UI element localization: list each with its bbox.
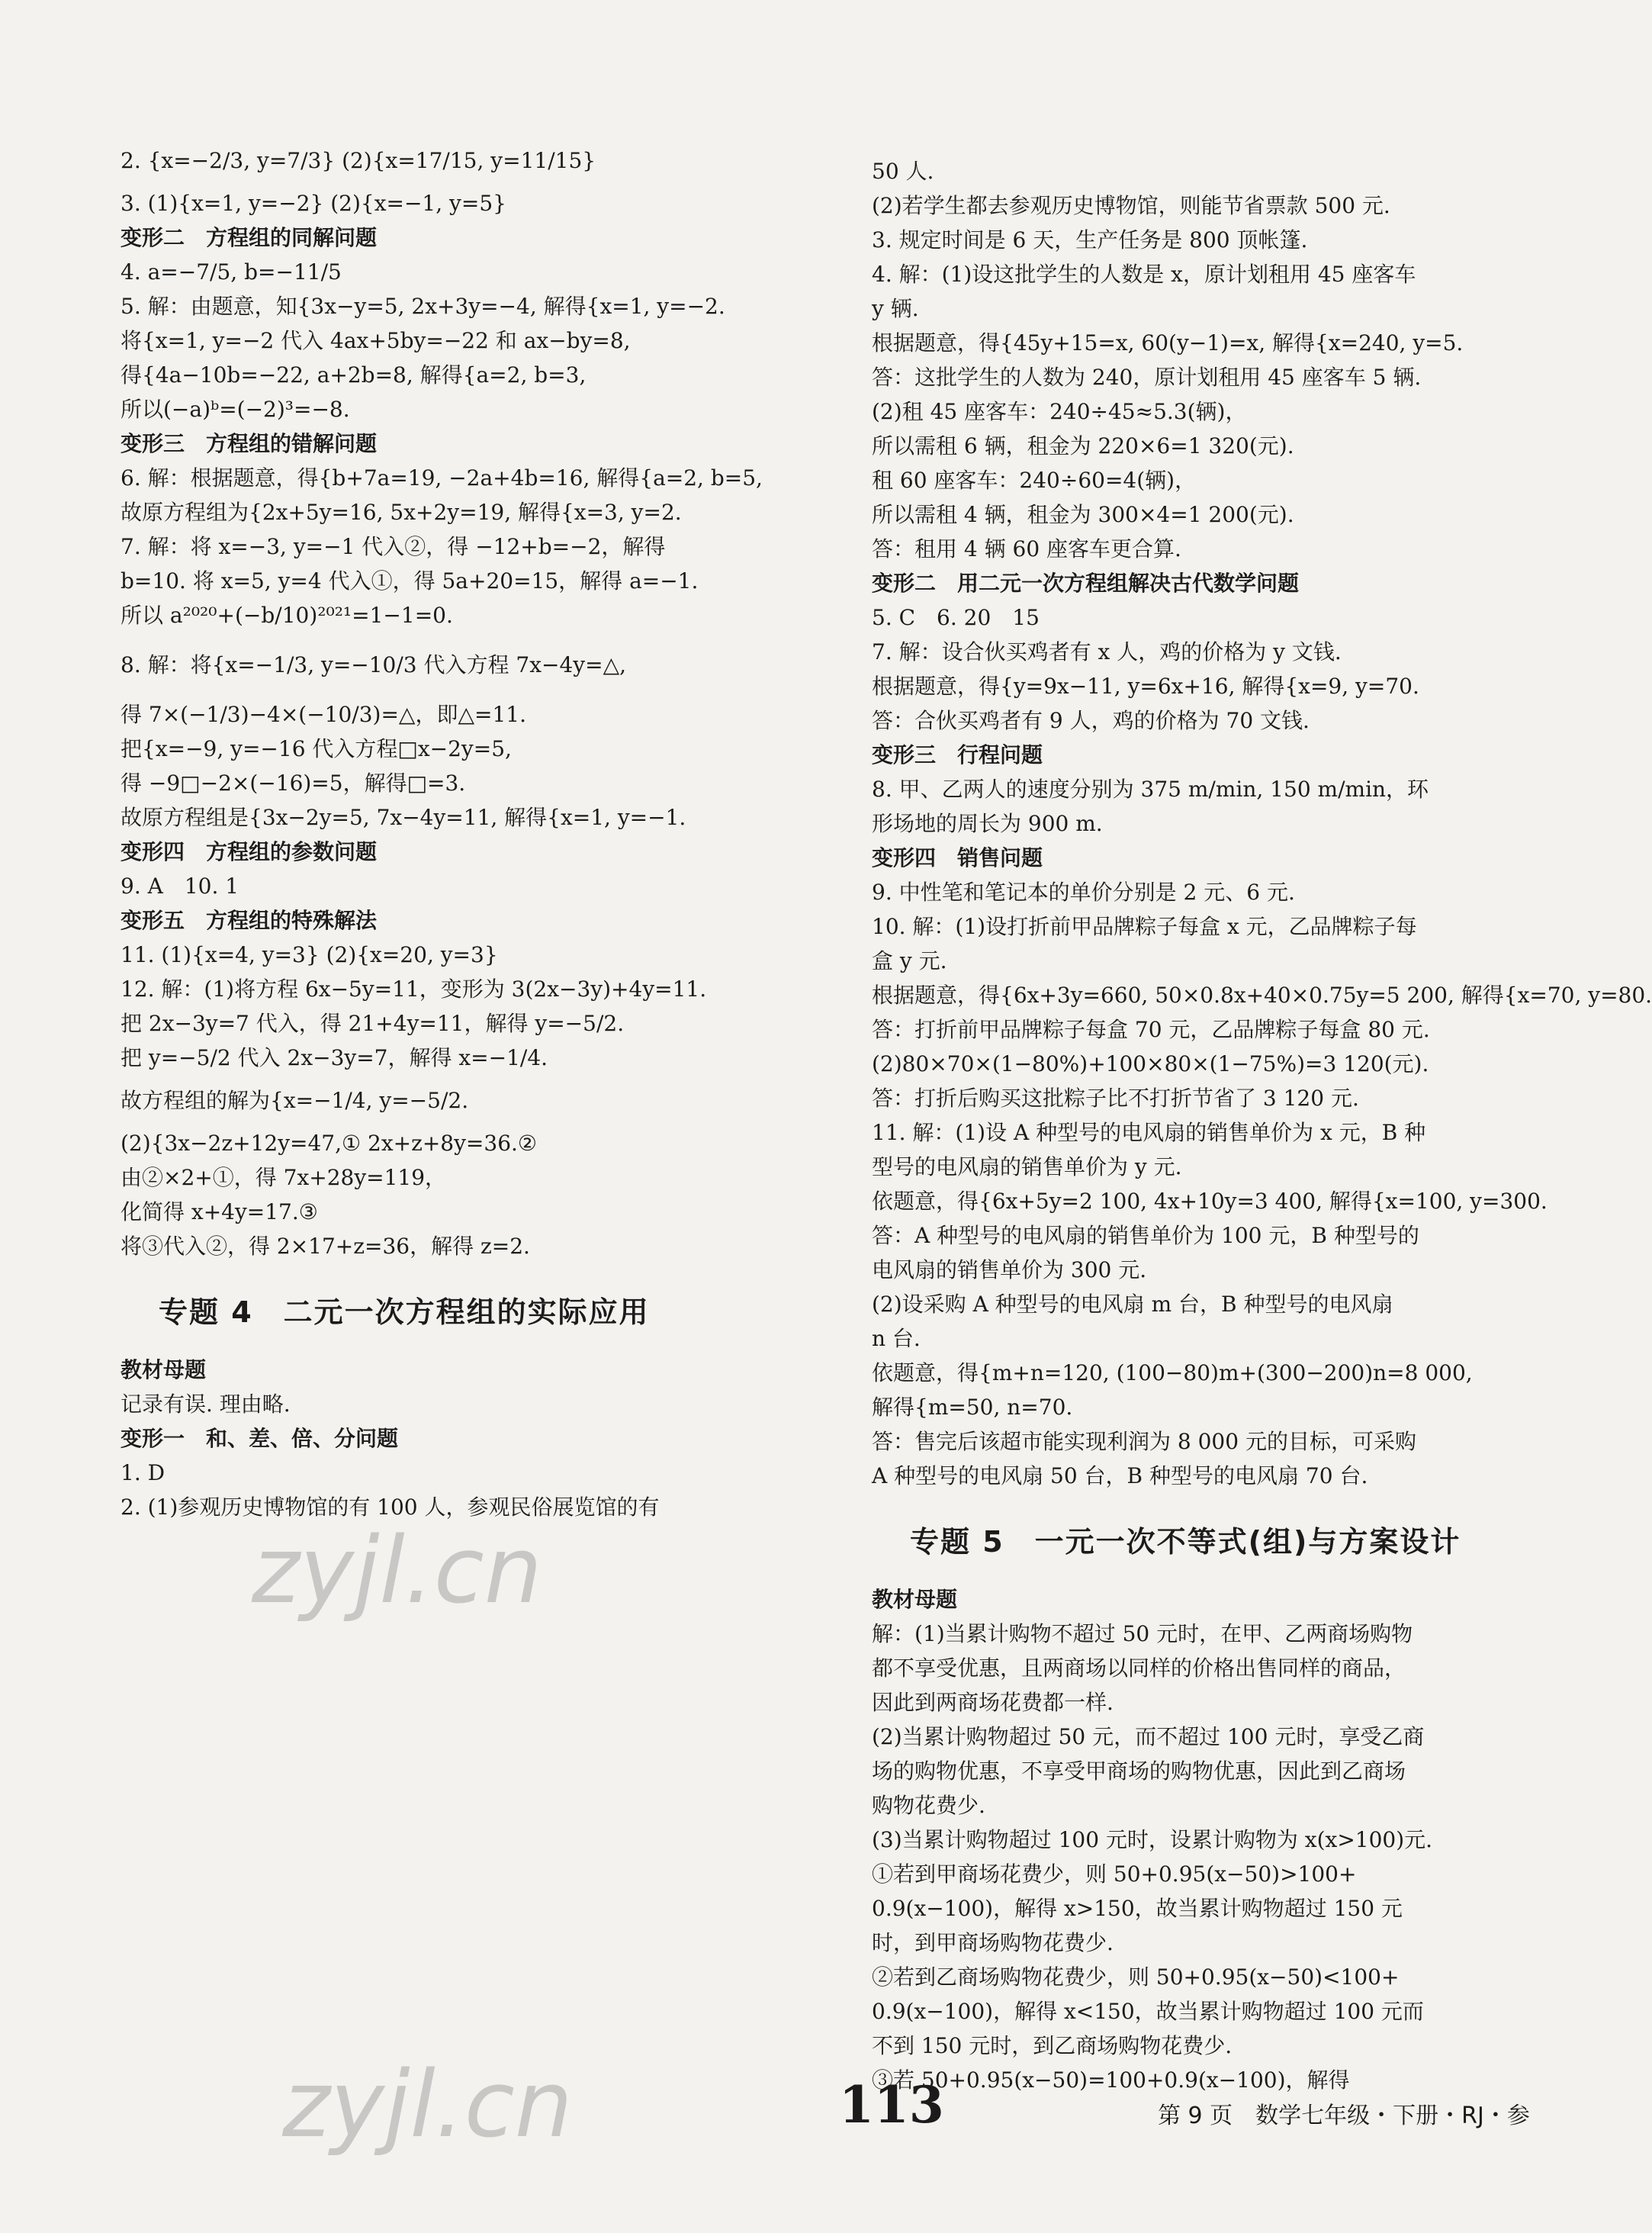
answer-line: (2)80×70×(1−80%)+100×80×(1−75%)=3 120(元).: [872, 1051, 1429, 1076]
answer-line: 故原方程组是{3x−2y=5, 7x−4y=11, 解得{x=1, y=−1.: [121, 805, 686, 830]
answer-line: (2)租 45 座客车：240÷45≈5.3(辆)，: [872, 399, 1247, 424]
answer-line: 0.9(x−100)，解得 x<150，故当累计购物超过 100 元而: [872, 1999, 1424, 2024]
answer-line: 9. 中性笔和笔记本的单价分别是 2 元、6 元.: [872, 880, 1295, 905]
section-heading: 变形五 方程组的特殊解法: [121, 908, 378, 933]
answer-line: n 台.: [872, 1326, 921, 1351]
answer-line: 2. (1)参观历史博物馆的有 100 人，参观民俗展览馆的有: [121, 1495, 660, 1520]
answer-line: 答：A 种型号的电风扇的销售单价为 100 元，B 种型号的: [872, 1223, 1419, 1248]
answer-line: 6. 解：根据题意，得{b+7a=19, −2a+4b=16, 解得{a=2, b=5,: [121, 465, 763, 491]
answer-line: 形场地的周长为 900 m.: [872, 811, 1103, 836]
answer-line: 依题意，得{6x+5y=2 100, 4x+10y=3 400, 解得{x=100, y=300.: [872, 1189, 1548, 1214]
answer-line: 把{x=−9, y=−16 代入方程□x−2y=5,: [121, 736, 512, 761]
answer-line: 4. 解：(1)设这批学生的人数是 x，原计划租用 45 座客车: [872, 262, 1416, 287]
answer-line: 11. 解：(1)设 A 种型号的电风扇的销售单价为 x 元，B 种: [872, 1120, 1426, 1145]
answer-line: 得 7×(−1/3)−4×(−10/3)=△，即△=11.: [121, 702, 526, 727]
answer-line: 1. D: [121, 1460, 166, 1485]
answer-line: (2){3x−2z+12y=47,① 2x+z+8y=36.②: [121, 1131, 538, 1156]
answer-line: 答：这批学生的人数为 240，原计划租用 45 座客车 5 辆.: [872, 365, 1422, 390]
answer-line: 3. 规定时间是 6 天，生产任务是 800 顶帐篷.: [872, 227, 1308, 253]
topic-title: 专题 4 二元一次方程组的实际应用: [159, 1295, 650, 1329]
section-heading: 变形二 用二元一次方程组解决古代数学问题: [872, 571, 1300, 596]
answer-line: 所以 a²⁰²⁰+(−b/10)²⁰²¹=1−1=0.: [121, 603, 453, 628]
page-number: 113: [839, 2075, 944, 2135]
answer-line: 将③代入②，得 2×17+z=36，解得 z=2.: [121, 1234, 530, 1259]
answer-line: 化简得 x+4y=17.③: [121, 1199, 318, 1224]
answer-line: 解得{m=50, n=70.: [872, 1395, 1073, 1420]
answer-line: ①若到甲商场花费少，则 50+0.95(x−50)>100+: [872, 1861, 1357, 1887]
answer-line: 0.9(x−100)，解得 x>150，故当累计购物超过 150 元: [872, 1896, 1403, 1921]
answer-line: 不到 150 元时，到乙商场购物花费少.: [872, 2033, 1233, 2058]
page-footer: [0, 2075, 1570, 2167]
answer-line: 所以需租 6 辆，租金为 220×6=1 320(元).: [872, 433, 1294, 459]
watermark-bottom: zyjl.cn: [282, 2052, 573, 2158]
answer-line: 把 2x−3y=7 代入，得 21+4y=11，解得 y=−5/2.: [121, 1011, 625, 1036]
answer-line: 根据题意，得{45y+15=x, 60(y−1)=x, 解得{x=240, y=5.: [872, 330, 1464, 356]
answer-line: ②若到乙商场购物花费少，则 50+0.95(x−50)<100+: [872, 1964, 1400, 1990]
section-heading: 教材母题: [121, 1357, 207, 1382]
answer-line: 因此到两商场花费都一样.: [872, 1690, 1114, 1715]
answer-line: 解：(1)当累计购物不超过 50 元时，在甲、乙两商场购物: [872, 1621, 1413, 1646]
answer-line: 4. a=−7/5, b=−11/5: [121, 259, 342, 285]
section-heading: 变形一 和、差、倍、分问题: [121, 1426, 399, 1451]
answer-line: 故原方程组为{2x+5y=16, 5x+2y=19, 解得{x=3, y=2.: [121, 500, 682, 525]
answer-line: 依题意，得{m+n=120, (100−80)m+(300−200)n=8 000,: [872, 1360, 1473, 1385]
answer-line: 12. 解：(1)将方程 6x−5y=11，变形为 3(2x−3y)+4y=11.: [121, 977, 707, 1002]
answer-line: 所以(−a)ᵇ=(−2)³=−8.: [121, 397, 350, 422]
answer-line: 根据题意，得{y=9x−11, y=6x+16, 解得{x=9, y=70.: [872, 674, 1419, 699]
answer-line: (2)设采购 A 种型号的电风扇 m 台，B 种型号的电风扇: [872, 1292, 1393, 1317]
answer-line: (3)当累计购物超过 100 元时，设累计购物为 x(x>100)元.: [872, 1827, 1433, 1852]
answer-line: 7. 解：设合伙买鸡者有 x 人，鸡的价格为 y 文钱.: [872, 639, 1342, 664]
answer-line: 2. {x=−2/3, y=7/3} (2){x=17/15, y=11/15}: [121, 148, 596, 173]
answer-line: 都不享受优惠，且两商场以同样的价格出售同样的商品，: [872, 1655, 1406, 1681]
section-heading: 教材母题: [872, 1587, 958, 1612]
answer-line: 得 −9□−2×(−16)=5，解得□=3.: [121, 771, 466, 796]
answer-line: 9. A 10. 1: [121, 874, 239, 899]
answer-line: ③若 50+0.95(x−50)=100+0.9(x−100)，解得: [872, 2067, 1350, 2093]
section-heading: 变形三 行程问题: [872, 742, 1043, 767]
answer-line: 答：租用 4 辆 60 座客车更合算.: [872, 536, 1181, 561]
section-heading: 变形四 销售问题: [872, 845, 1043, 870]
page-label: 第 9 页 数学七年级・下册・RJ・参: [1158, 2103, 1530, 2129]
topic-title: 专题 5 一元一次不等式(组)与方案设计: [910, 1525, 1461, 1559]
answer-line: 8. 甲、乙两人的速度分别为 375 m/min, 150 m/min，环: [872, 777, 1429, 802]
answer-line: 时，到甲商场购物花费少.: [872, 1930, 1114, 1955]
answer-line: 3. (1){x=1, y=−2} (2){x=−1, y=5}: [121, 191, 506, 216]
answer-line: 5. 解：由题意，知{3x−y=5, 2x+3y=−4, 解得{x=1, y=−2.: [121, 294, 725, 319]
watermark-mid: zyjl.cn: [252, 1518, 542, 1624]
answer-line: 由②×2+①，得 7x+28y=119，: [121, 1165, 447, 1190]
left-column: [121, 137, 763, 1527]
answer-line: 答：打折后购买这批粽子比不打折节省了 3 120 元.: [872, 1086, 1359, 1111]
right-column: [872, 156, 1652, 2099]
section-heading: 变形三 方程组的错解问题: [121, 431, 378, 456]
answer-line: 根据题意，得{6x+3y=660, 50×0.8x+40×0.75y=5 200, 解得{x=70, y=80.: [872, 983, 1652, 1008]
answer-line: 11. (1){x=4, y=3} (2){x=20, y=3}: [121, 942, 498, 967]
answer-line: 所以需租 4 辆，租金为 300×4=1 200(元).: [872, 502, 1294, 527]
section-heading: 变形四 方程组的参数问题: [121, 839, 378, 864]
answer-line: 10. 解：(1)设打折前甲品牌粽子每盒 x 元，乙品牌粽子每: [872, 914, 1417, 939]
answer-line: 记录有误. 理由略.: [121, 1392, 291, 1417]
answer-line: 型号的电风扇的销售单价为 y 元.: [872, 1154, 1182, 1179]
answer-line: 8. 解：将{x=−1/3, y=−10/3 代入方程 7x−4y=△,: [121, 652, 627, 677]
answer-line: 50 人.: [872, 159, 934, 184]
answer-line: 购物花费少.: [872, 1793, 985, 1818]
answer-line: 场的购物优惠，不享受甲商场的购物优惠，因此到乙商场: [872, 1758, 1406, 1784]
answer-line: 电风扇的销售单价为 300 元.: [872, 1257, 1147, 1282]
answer-line: 把 y=−5/2 代入 2x−3y=7，解得 x=−1/4.: [121, 1045, 548, 1070]
answer-line: 5. C 6. 20 15: [872, 605, 1040, 630]
answer-line: (2)若学生都去参观历史博物馆，则能节省票款 500 元.: [872, 193, 1390, 218]
answer-line: 盒 y 元.: [872, 948, 947, 973]
answer-line: A 种型号的电风扇 50 台，B 种型号的电风扇 70 台.: [872, 1463, 1368, 1488]
answer-line: b=10. 将 x=5, y=4 代入①，得 5a+20=15，解得 a=−1.: [121, 568, 699, 594]
answer-line: (2)当累计购物超过 50 元，而不超过 100 元时，享受乙商: [872, 1724, 1425, 1749]
answer-line: 答：合伙买鸡者有 9 人，鸡的价格为 70 文钱.: [872, 708, 1310, 733]
answer-line: 答：打折前甲品牌粽子每盒 70 元，乙品牌粽子每盒 80 元.: [872, 1017, 1430, 1042]
answer-line: 租 60 座客车：240÷60=4(辆)，: [872, 468, 1197, 493]
answer-line: 7. 解：将 x=−3, y=−1 代入②，得 −12+b=−2，解得: [121, 534, 666, 559]
section-heading: 变形二 方程组的同解问题: [121, 225, 378, 250]
answer-line: 故方程组的解为{x=−1/4, y=−5/2.: [121, 1088, 469, 1113]
answer-line: 答：售完后该超市能实现利润为 8 000 元的目标，可采购: [872, 1429, 1416, 1454]
answer-line: 将{x=1, y=−2 代入 4ax+5by=−22 和 ax−by=8,: [121, 328, 631, 353]
answer-line: 得{4a−10b=−22, a+2b=8, 解得{a=2, b=3,: [121, 362, 587, 388]
answer-line: y 辆.: [872, 296, 919, 321]
